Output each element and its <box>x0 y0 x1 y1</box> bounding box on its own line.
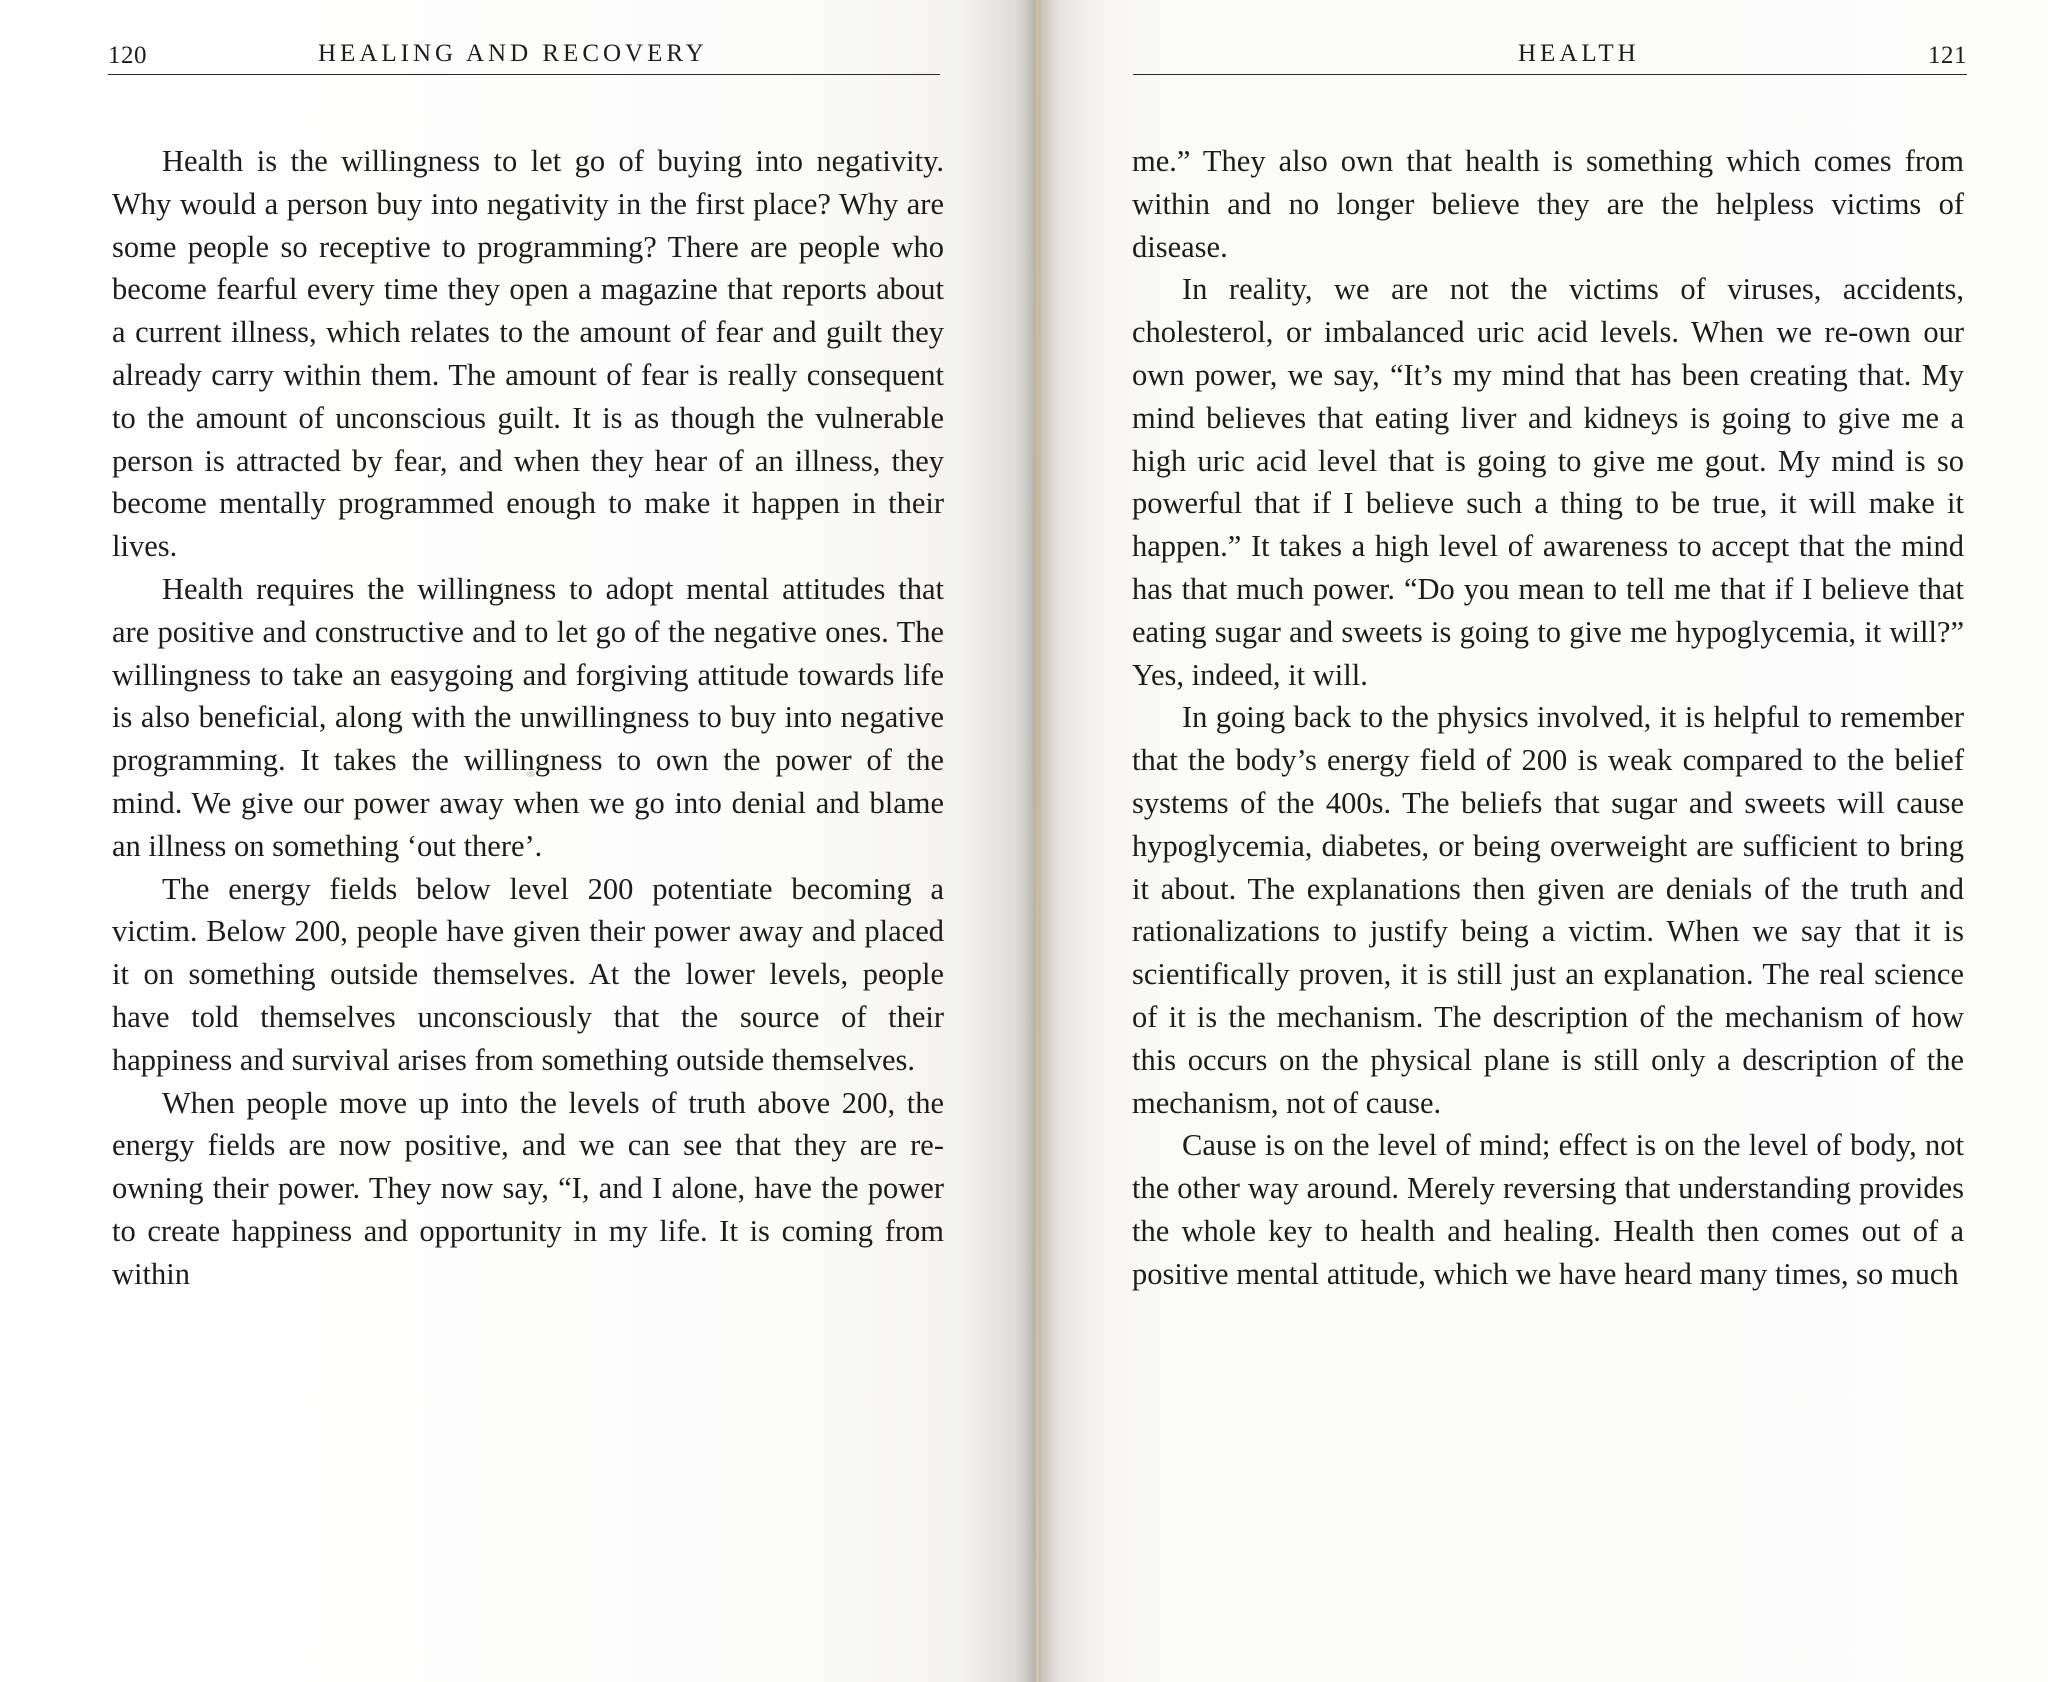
book-spine-line <box>1036 0 1039 1682</box>
paragraph: When people move up into the levels of truth above 200, the energy fields are now positive, and we can see that they are re-owning their power. They now say, “I, and I alone, have the power to create happiness and opportunity in my life. It is coming from within <box>112 1085 944 1291</box>
left-page-header <box>108 40 940 75</box>
paragraph: Cause is on the level of mind; effect is on the level of body, not the other way around. Merely reversing that understanding provides the whole key to health and healing. Health then comes out of a positive mental attitude, which we have heard many times, so much <box>1132 1128 1964 1291</box>
paragraph: Health is the willingness to let go of buying into negativity. Why would a person buy into negativity in the first place? Why are some people so receptive to programming? There are people who become fearful every time they open a magazine that reports about a current illness, which relates to the amount of fear and guilt they already carry within them. The amount of fear is really consequent to the amount of unconscious guilt. It is as though the vulnerable person is attracted by fear, and when they hear of an illness, they become mentally programmed enough to make it happen in their lives. <box>112 144 944 564</box>
left-page-body <box>112 140 944 1296</box>
paragraph: The energy fields below level 200 potentiate becoming a victim. Below 200, people have given their power away and placed it on something outside themselves. At the lower levels, people have told themselves unconsciously that the source of their happiness and survival arises from something outside themselves. <box>112 871 944 1077</box>
right-page-header <box>1133 40 1967 75</box>
continued-paragraph: me.” They also own that health is something which comes from within and no longer believe they are the helpless victims of disease. <box>1132 144 1964 264</box>
running-head: HEALING AND RECOVERY <box>318 40 708 67</box>
page-number: 121 <box>1928 42 1967 69</box>
running-head: HEALTH <box>1518 40 1640 67</box>
paragraph: In reality, we are not the victims of viruses, accidents, cholesterol, or imbalanced uric acid levels. When we re-own our own power, we say, “It’s my mind that has been creating that. My mind believes that eating liver and kidneys is going to give me a high uric acid level that is going to give me gout. My mind is so powerful that if I believe such a thing to be true, it will make it happen.” It takes a high level of awareness to accept that the mind has that much power. “Do you mean to tell me that if I believe that eating sugar and sweets is going to give me hypoglycemia, it will?” Yes, indeed, it will. <box>1132 272 1964 692</box>
paragraph: Health requires the willingness to adopt mental attitudes that are positive and constructive and to let go of the negative ones. The willingness to take an easygoing and forgiving attitude towards life is also beneficial, along with the unwillingness to buy into negative programming. It takes the willingness to own the power of the mind. We give our power away when we go into denial and blame an illness on something ‘out there’. <box>112 571 944 863</box>
page-smudge <box>526 771 535 777</box>
right-page-body <box>1132 140 1964 1296</box>
page-number: 120 <box>108 42 147 69</box>
paragraph: In going back to the physics involved, it is helpful to remember that the body’s energy field of 200 is weak compared to the belief systems of the 400s. The beliefs that sugar and sweets will cause hypoglycemia, diabetes, or being overweight are sufficient to bring it about. The explanations then given are denials of the truth and rationalizations to justify being a victim. When we say that it is scientifically proven, it is still just an explanation. The real science of it is the mechanism. The description of the mechanism of how this occurs on the physical plane is still only a description of the mechanism, not of cause. <box>1132 700 1964 1120</box>
